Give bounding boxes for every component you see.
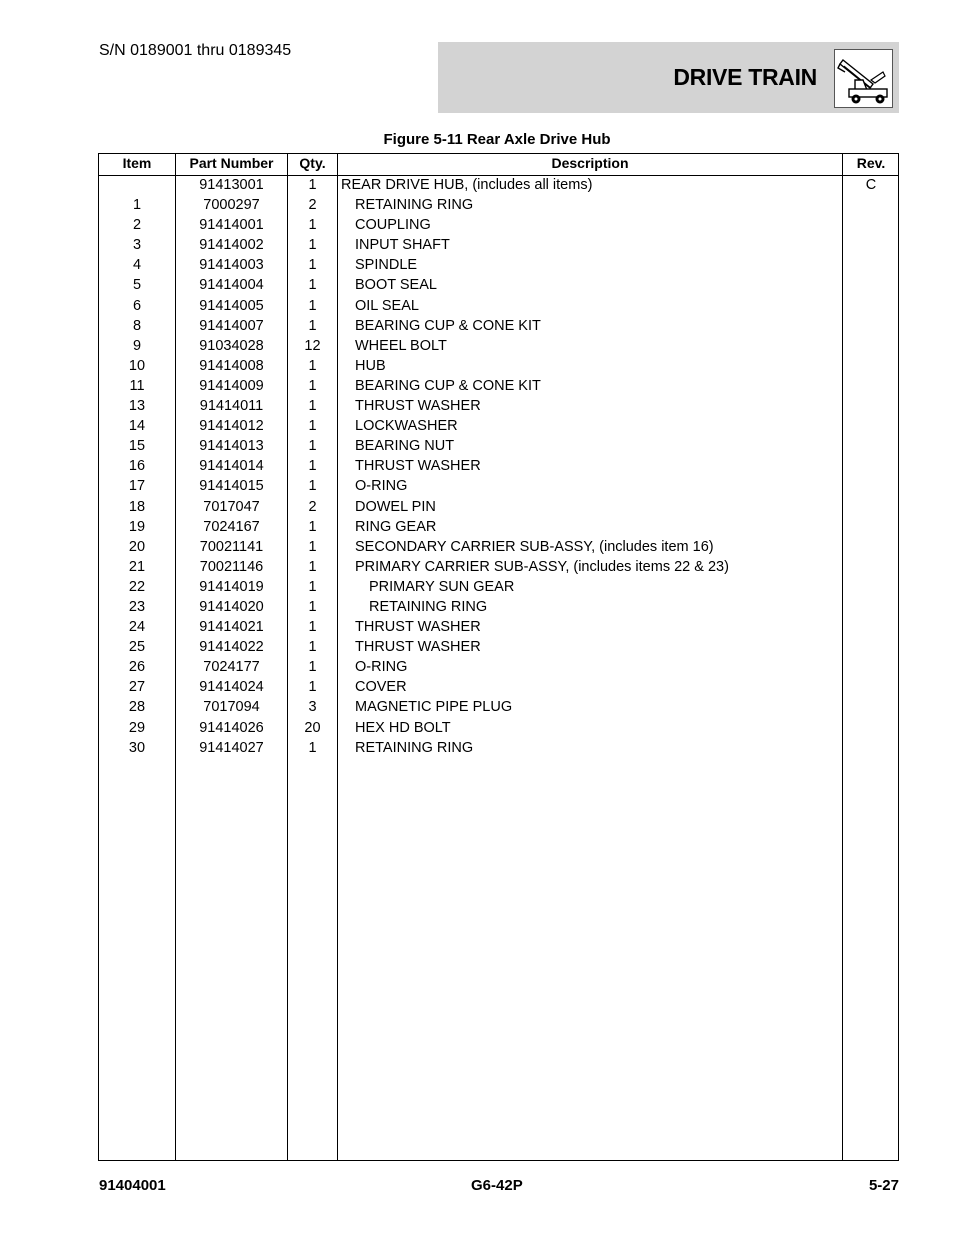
part-number-cell: 7024167 bbox=[203, 518, 260, 535]
table-row bbox=[99, 376, 898, 396]
qty-cell: 1 bbox=[308, 639, 317, 656]
qty-cell: 1 bbox=[308, 538, 317, 555]
table-row bbox=[99, 738, 898, 758]
item-cell: 24 bbox=[128, 619, 146, 636]
part-number-cell: 7017047 bbox=[203, 498, 260, 515]
qty-cell: 1 bbox=[308, 438, 317, 455]
description-cell: OIL SEAL bbox=[355, 297, 419, 314]
table-row bbox=[99, 677, 898, 697]
qty-cell: 1 bbox=[308, 598, 317, 615]
table-row bbox=[99, 697, 898, 717]
part-number-cell: 91414014 bbox=[199, 458, 264, 475]
table-row bbox=[99, 336, 898, 356]
qty-cell: 1 bbox=[308, 357, 317, 374]
table-row bbox=[99, 175, 898, 195]
item-cell: 25 bbox=[128, 639, 146, 656]
item-cell: 28 bbox=[128, 699, 146, 716]
table-row bbox=[99, 718, 898, 738]
part-number-cell: 91414011 bbox=[199, 398, 264, 415]
table-row bbox=[99, 657, 898, 677]
rev-cell: C bbox=[865, 177, 877, 193]
qty-cell: 3 bbox=[308, 699, 317, 716]
item-cell: 14 bbox=[128, 418, 146, 435]
footer-doc-number: 91404001 bbox=[99, 1177, 166, 1194]
qty-cell: 20 bbox=[304, 719, 321, 736]
part-number-cell: 91414021 bbox=[199, 619, 264, 636]
part-number-cell: 91414001 bbox=[199, 217, 264, 234]
part-number-cell: 91034028 bbox=[199, 337, 264, 354]
item-cell: 22 bbox=[128, 578, 146, 595]
part-number-cell: 91414026 bbox=[199, 719, 264, 736]
qty-cell: 1 bbox=[308, 458, 317, 475]
description-cell: MAGNETIC PIPE PLUG bbox=[355, 699, 513, 716]
description-cell: DOWEL PIN bbox=[355, 498, 436, 515]
qty-cell: 1 bbox=[308, 297, 317, 314]
description-cell: RING GEAR bbox=[355, 518, 437, 535]
item-cell: 2 bbox=[132, 217, 142, 234]
description-cell: RETAINING RING bbox=[355, 739, 474, 756]
description-cell: BOOT SEAL bbox=[355, 277, 437, 294]
description-cell: RETAINING RING bbox=[355, 197, 474, 214]
qty-cell: 1 bbox=[308, 377, 317, 394]
section-title: DRIVE TRAIN bbox=[673, 64, 817, 90]
description-cell: PRIMARY CARRIER SUB-ASSY, (includes items 22 & 23) bbox=[355, 558, 729, 575]
table-row bbox=[99, 637, 898, 657]
item-cell: 21 bbox=[128, 558, 146, 575]
qty-cell: 1 bbox=[308, 257, 317, 274]
description-cell: HUB bbox=[355, 357, 386, 374]
description-cell: INPUT SHAFT bbox=[355, 237, 450, 254]
footer-page-number: 5-27 bbox=[868, 1177, 899, 1194]
description-cell: THRUST WASHER bbox=[355, 398, 481, 415]
description-cell: THRUST WASHER bbox=[355, 619, 481, 636]
qty-cell: 1 bbox=[308, 237, 317, 254]
qty-cell: 2 bbox=[308, 197, 317, 214]
part-number-cell: 70021146 bbox=[199, 558, 264, 575]
table-row bbox=[99, 316, 898, 336]
table-row bbox=[99, 255, 898, 275]
column-header-description: Description bbox=[551, 155, 629, 171]
item-cell: 8 bbox=[132, 317, 142, 334]
part-number-cell: 91414019 bbox=[199, 578, 264, 595]
item-cell: 13 bbox=[128, 398, 146, 415]
description-cell: SECONDARY CARRIER SUB-ASSY, (includes item 16) bbox=[355, 538, 714, 555]
table-row bbox=[99, 215, 898, 235]
table-row bbox=[99, 517, 898, 537]
table-row bbox=[99, 275, 898, 295]
column-header-part-number: Part Number bbox=[189, 155, 274, 171]
table-row bbox=[99, 436, 898, 456]
section-header bbox=[438, 42, 899, 113]
part-number-cell: 91414020 bbox=[199, 598, 264, 615]
qty-cell: 1 bbox=[308, 418, 317, 435]
table-row bbox=[99, 577, 898, 597]
qty-cell: 1 bbox=[308, 217, 317, 234]
item-cell: 11 bbox=[129, 377, 145, 394]
qty-cell: 12 bbox=[304, 337, 321, 354]
serial-range: S/N 0189001 thru 0189345 bbox=[99, 42, 292, 59]
item-cell: 3 bbox=[132, 237, 142, 254]
part-number-cell: 91414027 bbox=[199, 739, 264, 756]
part-number-cell: 7024177 bbox=[203, 659, 260, 676]
description-cell: COVER bbox=[355, 679, 407, 696]
table-row bbox=[99, 456, 898, 476]
description-cell: O-RING bbox=[355, 659, 408, 676]
item-cell: 9 bbox=[132, 337, 142, 354]
description-cell: WHEEL BOLT bbox=[355, 337, 447, 354]
part-number-cell: 91414012 bbox=[199, 418, 264, 435]
item-cell: 23 bbox=[128, 598, 146, 615]
part-number-cell: 91414009 bbox=[199, 377, 264, 394]
part-number-cell: 70021141 bbox=[199, 538, 264, 555]
description-cell: BEARING CUP & CONE KIT bbox=[355, 317, 541, 334]
description-cell: LOCKWASHER bbox=[355, 418, 458, 435]
item-cell: 5 bbox=[132, 277, 142, 294]
item-cell: 17 bbox=[128, 478, 146, 495]
table-row bbox=[99, 296, 898, 316]
table-body bbox=[99, 175, 898, 758]
item-cell: 16 bbox=[128, 458, 146, 475]
part-number-cell: 91414022 bbox=[199, 639, 264, 656]
item-cell: 6 bbox=[132, 297, 142, 314]
part-number-cell: 91414002 bbox=[199, 237, 264, 254]
table-row bbox=[99, 497, 898, 517]
qty-cell: 1 bbox=[308, 277, 317, 294]
table-row bbox=[99, 356, 898, 376]
qty-cell: 1 bbox=[308, 739, 317, 756]
part-number-cell: 91414015 bbox=[199, 478, 264, 495]
item-cell: 20 bbox=[128, 538, 146, 555]
part-number-cell: 91414005 bbox=[199, 297, 264, 314]
column-header-rev: Rev. bbox=[856, 155, 886, 171]
item-cell: 30 bbox=[128, 739, 146, 756]
part-number-cell: 91414004 bbox=[199, 277, 264, 294]
description-cell: BEARING CUP & CONE KIT bbox=[355, 377, 541, 394]
part-number-cell: 91414024 bbox=[199, 679, 264, 696]
table-row bbox=[99, 396, 898, 416]
item-cell: 1 bbox=[132, 197, 142, 214]
table-row bbox=[99, 557, 898, 577]
part-number-cell: 91414003 bbox=[199, 257, 264, 274]
item-cell: 26 bbox=[128, 659, 146, 676]
item-cell: 29 bbox=[128, 719, 146, 736]
table-row bbox=[99, 195, 898, 215]
qty-cell: 1 bbox=[308, 558, 317, 575]
qty-cell: 1 bbox=[308, 317, 317, 334]
description-cell: O-RING bbox=[355, 478, 408, 495]
description-cell: REAR DRIVE HUB, (includes all items) bbox=[341, 177, 593, 193]
column-header-qty: Qty. bbox=[299, 155, 326, 171]
table-row bbox=[99, 537, 898, 557]
description-cell: PRIMARY SUN GEAR bbox=[369, 578, 515, 595]
figure-title: Figure 5-11 Rear Axle Drive Hub bbox=[383, 131, 611, 148]
description-cell: HEX HD BOLT bbox=[355, 719, 451, 736]
part-number-cell: 7017094 bbox=[203, 699, 260, 716]
description-cell: SPINDLE bbox=[355, 257, 418, 274]
part-number-cell: 91414013 bbox=[199, 438, 264, 455]
item-cell: 10 bbox=[128, 357, 146, 374]
part-number-cell: 7000297 bbox=[203, 197, 260, 214]
qty-cell: 1 bbox=[308, 177, 317, 193]
table-row bbox=[99, 235, 898, 255]
item-cell: 18 bbox=[128, 498, 146, 515]
description-cell: RETAINING RING bbox=[369, 598, 488, 615]
qty-cell: 1 bbox=[308, 659, 317, 676]
parts-table bbox=[98, 153, 899, 1161]
description-cell: THRUST WASHER bbox=[355, 458, 481, 475]
part-number-cell: 91414007 bbox=[199, 317, 264, 334]
qty-cell: 2 bbox=[308, 498, 317, 515]
qty-cell: 1 bbox=[308, 619, 317, 636]
table-row bbox=[99, 617, 898, 637]
table-row bbox=[99, 597, 898, 617]
qty-cell: 1 bbox=[308, 478, 317, 495]
item-cell: 4 bbox=[132, 257, 142, 274]
description-cell: COUPLING bbox=[355, 217, 431, 234]
footer-model: G6-42P bbox=[471, 1177, 523, 1194]
qty-cell: 1 bbox=[308, 518, 317, 535]
forklift-telehandler-icon bbox=[834, 49, 893, 108]
part-number-cell: 91413001 bbox=[199, 177, 264, 193]
table-row bbox=[99, 416, 898, 436]
part-number-cell: 91414008 bbox=[199, 357, 264, 374]
item-cell: 19 bbox=[128, 518, 146, 535]
column-header-item: Item bbox=[122, 155, 152, 171]
description-cell: THRUST WASHER bbox=[355, 639, 481, 656]
table-row bbox=[99, 476, 898, 496]
item-cell: 27 bbox=[128, 679, 146, 696]
qty-cell: 1 bbox=[308, 679, 317, 696]
qty-cell: 1 bbox=[308, 578, 317, 595]
item-cell: 15 bbox=[128, 438, 146, 455]
qty-cell: 1 bbox=[308, 398, 317, 415]
description-cell: BEARING NUT bbox=[355, 438, 455, 455]
